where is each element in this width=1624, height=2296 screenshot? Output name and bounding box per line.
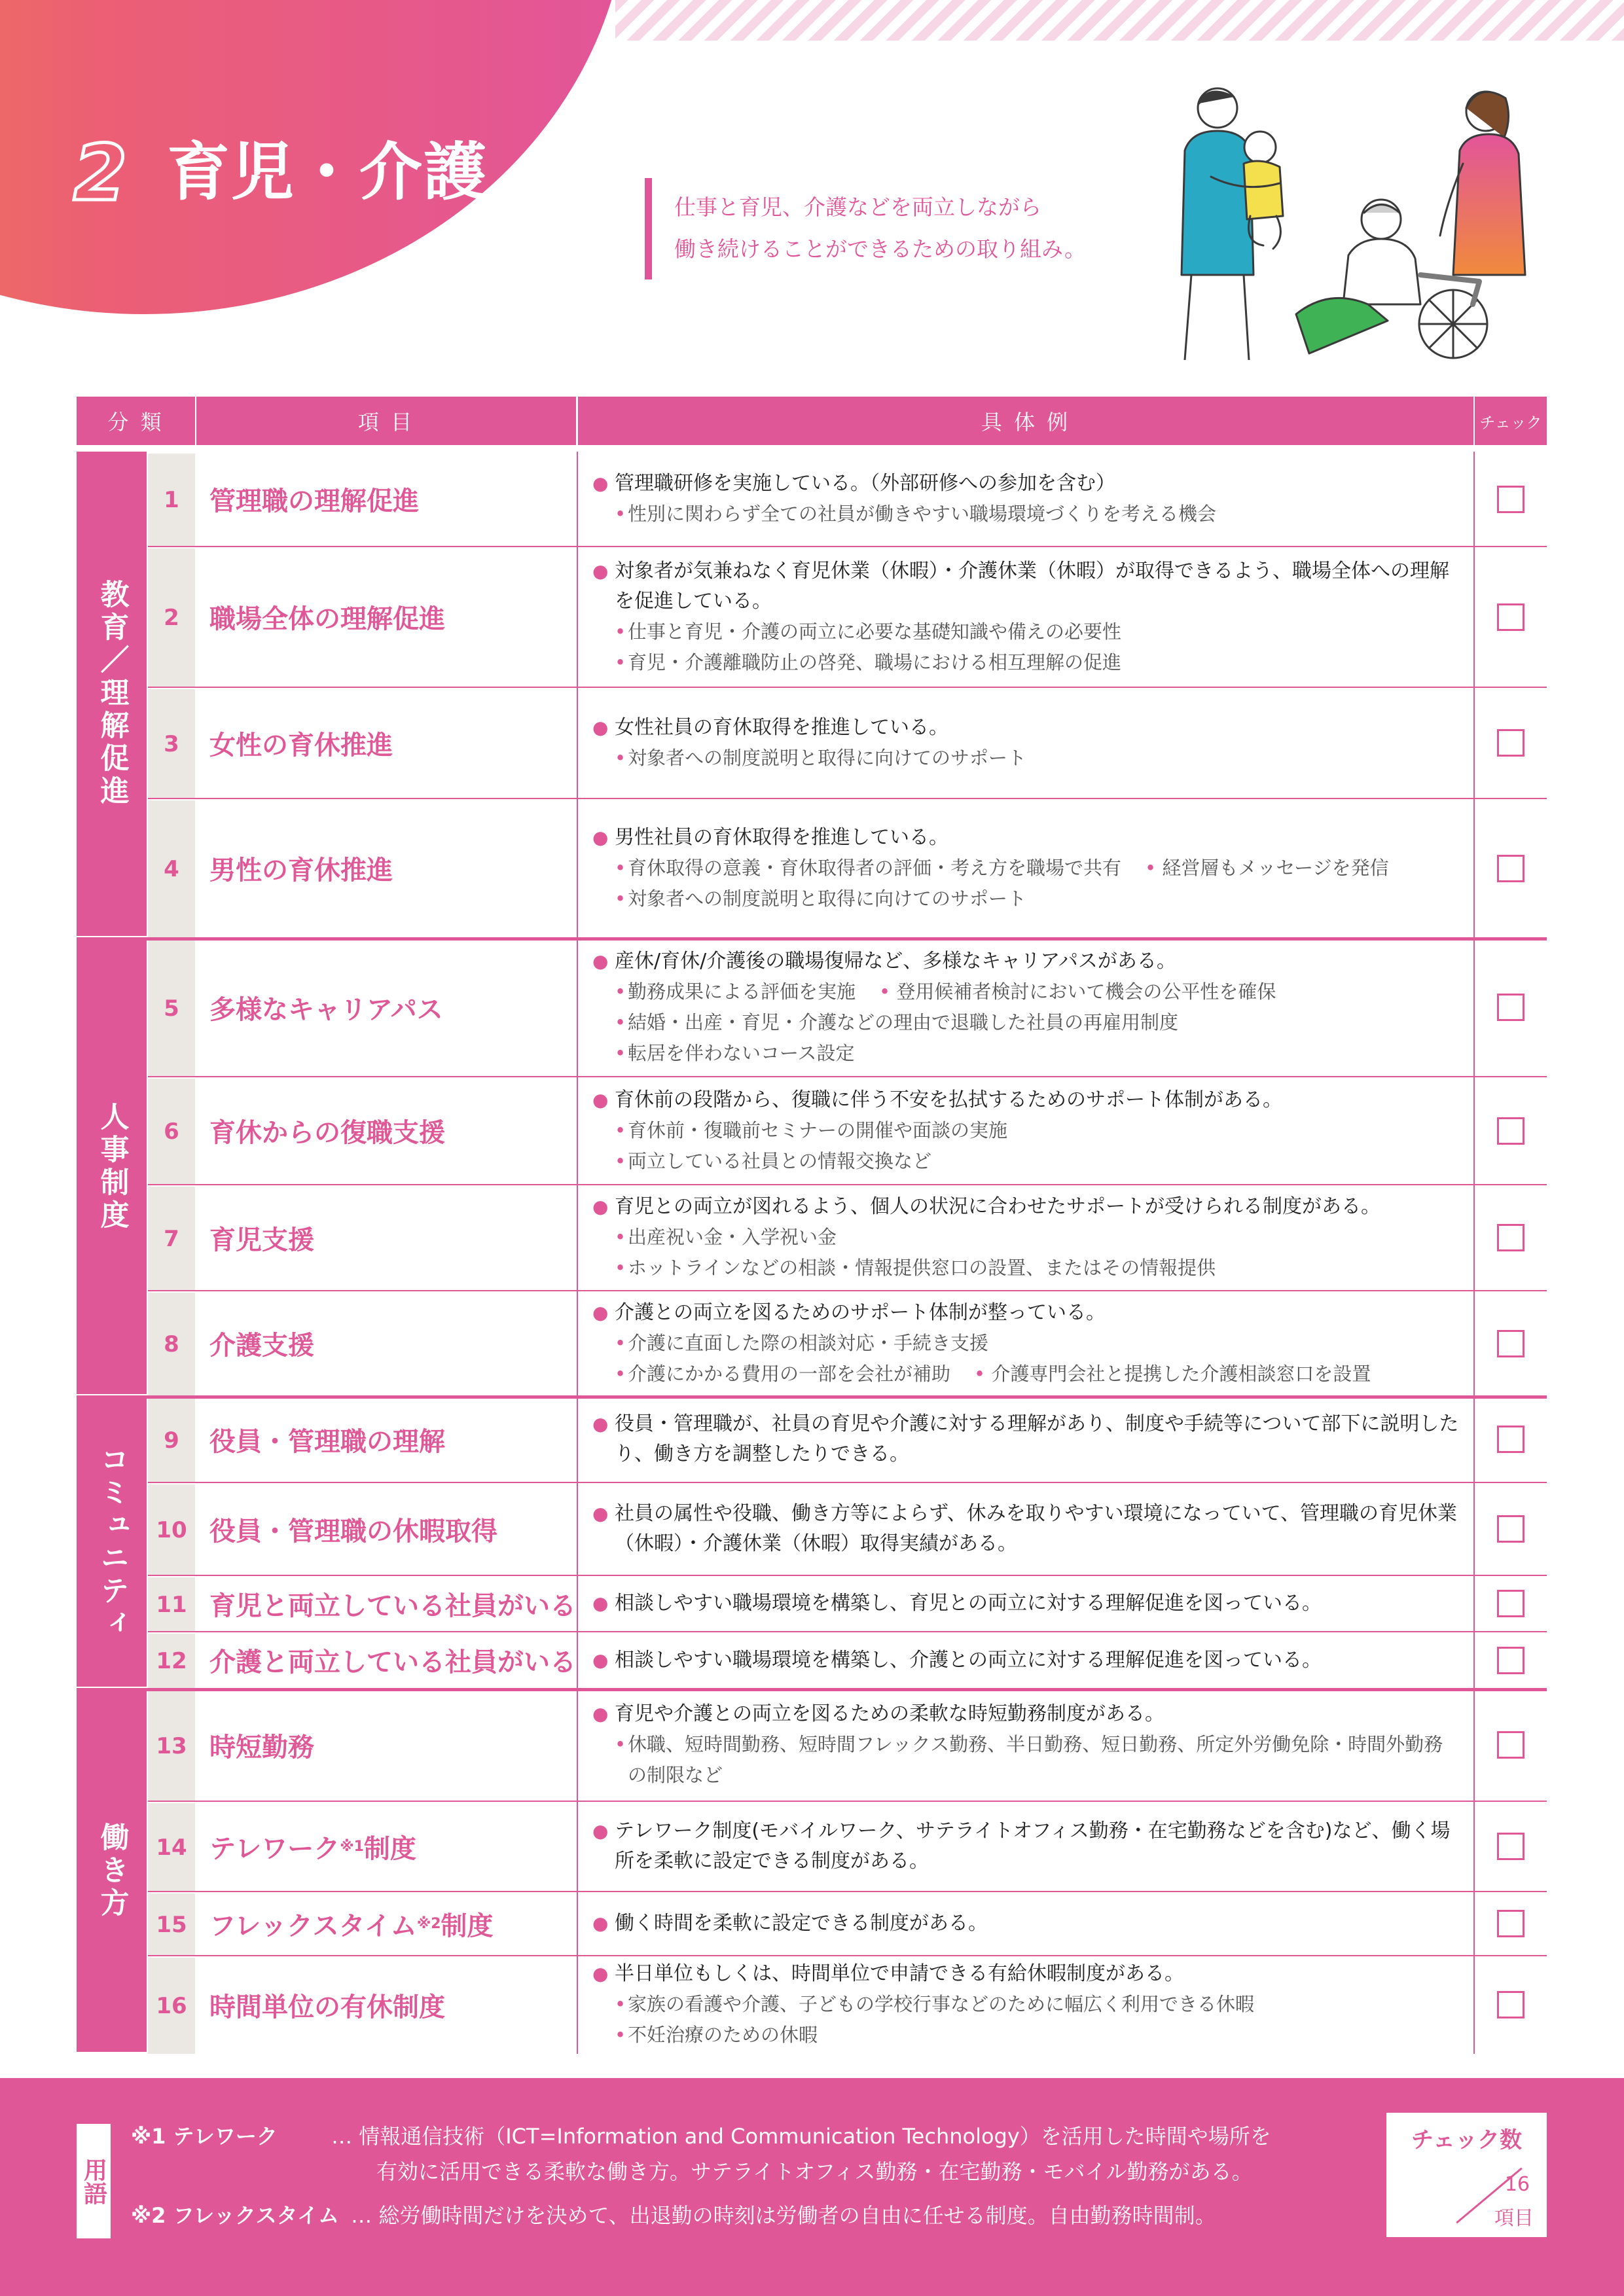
checkbox[interactable] [1497, 603, 1525, 631]
example-sub: • 育休取得の意義・育休取得者の評価・考え方を職場で共有 • 経営層もメッセージを発信 [592, 853, 1462, 884]
row-check-cell [1475, 1185, 1547, 1291]
check-count-label: チェック数 [1411, 2127, 1522, 2153]
row-check-cell [1475, 1956, 1547, 2054]
checkbox[interactable] [1497, 1731, 1525, 1759]
category-label: 人事制度 [77, 940, 147, 1394]
example-main: ● 社員の属性や役職、働き方等によらず、休みを取りやすい環境になっていて、管理職の育児休業（休暇）・介護休業（休暇）取得実績がある。 [592, 1499, 1462, 1559]
glossary-term: ※2 フレックスタイム [131, 2203, 339, 2228]
row-example [578, 938, 1473, 1077]
example-main: ● 産休/育休/介護後の職場復帰など、多様なキャリアパスがある。 [592, 946, 1462, 977]
checkbox[interactable] [1497, 1515, 1525, 1543]
row-check-cell [1475, 1689, 1547, 1801]
category-label: コミュニティ [77, 1398, 147, 1687]
group-divider [77, 937, 1547, 941]
glossary-label: 用語 [77, 2124, 111, 2238]
row-divider [148, 687, 1547, 688]
row-check-cell [1475, 452, 1547, 547]
glossary-note-1 [131, 2119, 1271, 2154]
example-sub [592, 499, 1462, 529]
check-count-total: 16 [1504, 2173, 1530, 2196]
row-item [196, 1632, 576, 1689]
row-item-suffix: 制度 [363, 1833, 416, 1864]
header-stripes [615, 0, 1624, 41]
row-example [578, 798, 1473, 938]
example-sub [592, 743, 1462, 774]
example-main: ● 半日単位もしくは、時間単位で申請できる有給休暇制度がある。 [592, 1959, 1462, 1989]
row-example [578, 452, 1473, 547]
checkbox[interactable] [1497, 1224, 1525, 1251]
example-sub: • 勤務成果による評価を実施 • 登用候補者検討において機会の公平性を確保 [592, 977, 1462, 1007]
example-sub-text: 介護に直面した際の相談対応・手続き支援 [628, 1331, 989, 1354]
row-check-cell [1475, 1632, 1547, 1689]
section-number: 2 [73, 128, 128, 218]
row-item [196, 1956, 576, 2054]
row-number: 8 [148, 1293, 195, 1396]
intro-line: 働き続けることができるための取り組み。 [674, 236, 1086, 262]
checkbox[interactable] [1497, 994, 1525, 1021]
example-main: ● 育児や介護との両立を図るための柔軟な時短勤務制度がある。 [592, 1699, 1462, 1729]
example-main: ● 男性社員の育休取得を推進している。 [592, 823, 1462, 853]
row-item [196, 798, 576, 938]
example-sub-text: 出産祝い金・入学祝い金 [628, 1226, 837, 1248]
example-sub [592, 1146, 1462, 1177]
example-main: ● 働く時間を柔軟に設定できる制度がある。 [592, 1909, 1462, 1939]
example-sub [592, 884, 1462, 914]
header-check: チェック [1475, 397, 1547, 445]
header-category: 分 類 [77, 397, 195, 445]
row-number: 12 [148, 1634, 195, 1689]
example-main: ● 管理職研修を実施している。（外部研修への参加を含む） [592, 469, 1462, 499]
row-check-cell [1475, 1396, 1547, 1482]
row-item-label: 育児と両立している社員がいる [209, 1590, 576, 1621]
intro-accent-bar [645, 178, 652, 279]
example-sub-text: 育児・介護離職防止の啓発、職場における相互理解の促進 [628, 651, 1122, 673]
example-sub [592, 1115, 1462, 1146]
row-item-label: 時間単位の有休制度 [209, 1992, 445, 2022]
row-example [578, 1077, 1473, 1185]
row-number: 14 [148, 1803, 195, 1892]
row-item [196, 687, 576, 798]
row-divider [148, 1891, 1547, 1892]
row-divider [148, 1290, 1547, 1291]
example-main: ● 女性社員の育休取得を推進している。 [592, 713, 1462, 743]
family-care-illustration [1172, 79, 1545, 360]
row-divider [148, 1184, 1547, 1185]
example-sub [592, 1007, 1462, 1038]
example-sub-text: ホットラインなどの相談・情報提供窓口の設置、またはその情報提供 [628, 1257, 1216, 1279]
row-divider [148, 1076, 1547, 1077]
checkbox[interactable] [1497, 1330, 1525, 1357]
example-main: ● テレワーク制度(モバイルワーク、サテライトオフィス勤務・在宅勤務などを含む)など、働く場所を柔軟に設定できる制度がある。 [592, 1816, 1462, 1876]
row-check-cell [1475, 1291, 1547, 1396]
example-sub-text: 両立している社員との情報交換など [628, 1149, 932, 1172]
intro-text [674, 187, 1086, 270]
row-item [196, 1396, 576, 1482]
example-sub [592, 1989, 1462, 2020]
row-item-label: テレワーク [209, 1833, 340, 1864]
row-number: 16 [148, 1958, 195, 2054]
row-item [196, 1291, 576, 1396]
row-item-label: 介護と両立している社員がいる [209, 1647, 576, 1677]
checkbox[interactable] [1497, 1991, 1525, 2018]
row-item-label: 時短勤務 [209, 1732, 314, 1763]
header-example: 具 体 例 [578, 397, 1473, 445]
category-label: 教育／理解促進 [77, 452, 147, 936]
checkbox[interactable] [1497, 1647, 1525, 1674]
row-item [196, 1892, 576, 1956]
category-label: 働き方 [77, 1691, 147, 2052]
row-example [578, 1892, 1473, 1956]
checkbox[interactable] [1497, 1833, 1525, 1860]
row-divider [148, 798, 1547, 799]
row-item [196, 1689, 576, 1801]
example-main: ● 介護との両立を図るためのサポート体制が整っている。 [592, 1298, 1462, 1328]
glossary-text: 総労働時間だけを決めて、出退勤の時刻は労働者の自由に任せる制度。自由勤務時間制。 [378, 2203, 1216, 2228]
checkbox[interactable] [1497, 729, 1525, 757]
glossary-text: 情報通信技術（ICT=Information and Communication Technology）を活用した時間や場所を [359, 2124, 1271, 2149]
example-sub [592, 617, 1462, 647]
row-example [578, 1575, 1473, 1632]
row-number: 11 [148, 1577, 195, 1632]
row-check-cell [1475, 938, 1547, 1077]
row-example [578, 1482, 1473, 1575]
example-sub-text: 仕事と育児・介護の両立に必要な基礎知識や備えの必要性 [628, 620, 1122, 643]
column-divider [1473, 452, 1475, 2054]
row-item-label: 育児支援 [209, 1225, 314, 1255]
checkbox[interactable] [1497, 1117, 1525, 1145]
row-divider [148, 546, 1547, 547]
row-divider [148, 1482, 1547, 1483]
row-item-label: 職場全体の理解促進 [209, 604, 445, 634]
example-sub [592, 1729, 1462, 1791]
row-item-label: 男性の育休推進 [209, 855, 393, 886]
glossary-term: ※1 テレワーク [131, 2124, 278, 2149]
example-sub-text: 不妊治療のための休暇 [628, 2024, 818, 2046]
row-check-cell [1475, 547, 1547, 687]
example-sub [592, 1222, 1462, 1253]
row-number: 13 [148, 1691, 195, 1801]
row-example [578, 687, 1473, 798]
row-check-cell [1475, 687, 1547, 798]
example-main: ● 育児との両立が図れるよう、個人の状況に合わせたサポートが受けられる制度がある。 [592, 1192, 1462, 1222]
row-number: 10 [148, 1484, 195, 1575]
row-item-label: フレックスタイム [209, 1910, 417, 1941]
example-sub [592, 1328, 1462, 1359]
section-title: 育児・介護 [167, 135, 488, 209]
row-number: 1 [148, 454, 195, 547]
example-main: ● 育休前の段階から、復職に伴う不安を払拭するためのサポート体制がある。 [592, 1085, 1462, 1115]
row-item [196, 1575, 576, 1632]
header-item: 項 目 [196, 397, 576, 445]
row-item-label: 役員・管理職の休暇取得 [209, 1516, 497, 1547]
example-sub [592, 2020, 1462, 2051]
row-number: 2 [148, 548, 195, 687]
example-main: ● 相談しやすい職場環境を構築し、介護との両立に対する理解促進を図っている。 [592, 1645, 1462, 1676]
row-item [196, 1801, 576, 1892]
row-example [578, 1632, 1473, 1689]
checkbox[interactable] [1497, 855, 1525, 882]
checkbox[interactable] [1497, 1426, 1525, 1453]
glossary-sep: … [331, 2124, 353, 2149]
checkbox[interactable] [1497, 1590, 1525, 1617]
example-main: ● 役員・管理職が、社員の育児や介護に対する理解があり、制度や手続等について部下に説明したり、働き方を調整したりできる。 [592, 1409, 1462, 1469]
row-number: 3 [148, 689, 195, 798]
example-sub-text: 休職、短時間勤務、短時間フレックス勤務、半日勤務、短日勤務、所定外労働免除・時間外勤務の制限など [628, 1733, 1443, 1786]
checkbox[interactable] [1497, 486, 1525, 513]
example-sub-text: 育休取得の意義・育休取得者の評価・考え方を職場で共有 [628, 856, 1122, 879]
row-number: 9 [148, 1398, 195, 1482]
row-item-label: 女性の育休推進 [209, 730, 393, 761]
glossary-note-1-cont: 有効に活用できる柔軟な働き方。サテライトオフィス勤務・在宅勤務・モバイル勤務がある。 [376, 2159, 1253, 2184]
row-number: 15 [148, 1893, 195, 1956]
column-divider [577, 452, 578, 2054]
example-main: ● 対象者が気兼ねなく育児休業（休暇）・介護休業（休暇）が取得できるよう、職場全体への理解を促進している。 [592, 556, 1462, 617]
row-check-cell [1475, 1801, 1547, 1892]
example-sub-text: 勤務成果による評価を実施 [628, 980, 856, 1003]
group-divider [77, 1688, 1547, 1691]
row-item [196, 1482, 576, 1575]
row-item-suffix: 制度 [441, 1910, 494, 1941]
row-item [196, 1185, 576, 1291]
example-main: ● 相談しやすい職場環境を構築し、育児との両立に対する理解促進を図っている。 [592, 1588, 1462, 1619]
check-count-unit: 項目 [1494, 2207, 1534, 2230]
row-divider [148, 1801, 1547, 1802]
row-example [578, 1801, 1473, 1892]
row-example [578, 1689, 1473, 1801]
row-item-label: 介護支援 [209, 1331, 314, 1361]
row-number: 6 [148, 1079, 195, 1185]
row-item [196, 452, 576, 547]
row-check-cell [1475, 1077, 1547, 1185]
row-item [196, 1077, 576, 1185]
example-sub-text: 経営層もメッセージを発信 [1162, 856, 1389, 879]
row-item [196, 938, 576, 1077]
row-divider [148, 1631, 1547, 1632]
example-sub-text: 結婚・出産・育児・介護などの理由で退職した社員の再雇用制度 [628, 1011, 1179, 1033]
row-item-label: 役員・管理職の理解 [209, 1426, 445, 1457]
row-example [578, 547, 1473, 687]
example-sub-text: 介護にかかる費用の一部を会社が補助 [628, 1362, 951, 1385]
example-sub [592, 1253, 1462, 1283]
example-sub-text: 性別に関わらず全ての社員が働きやすい職場環境づくりを考える機会 [628, 503, 1217, 525]
row-check-cell [1475, 1892, 1547, 1956]
example-sub-text: 育休前・復職前セミナーの開催や面談の実施 [628, 1119, 1008, 1141]
row-item [196, 547, 576, 687]
row-example [578, 1291, 1473, 1396]
row-check-cell [1475, 1575, 1547, 1632]
row-item-label: 管理職の理解促進 [209, 486, 419, 516]
row-check-cell [1475, 1482, 1547, 1575]
row-example [578, 1185, 1473, 1291]
row-divider [148, 1955, 1547, 1956]
row-item-label: 育休からの復職支援 [209, 1118, 445, 1148]
example-sub-text: 家族の看護や介護、子どもの学校行事などのために幅広く利用できる休暇 [628, 1993, 1255, 2015]
example-sub-text: 対象者への制度説明と取得に向けてのサポート [628, 746, 1027, 769]
row-example [578, 1396, 1473, 1482]
example-sub-text: 対象者への制度説明と取得に向けてのサポート [628, 887, 1027, 910]
row-item-footnote-mark: ※1 [340, 1838, 364, 1855]
intro-line: 仕事と育児、介護などを両立しながら [674, 194, 1041, 220]
checkbox[interactable] [1497, 1910, 1525, 1937]
row-item-footnote-mark: ※2 [416, 1915, 441, 1932]
row-number: 7 [148, 1187, 195, 1291]
check-count-box [1386, 2113, 1547, 2237]
row-item-label: 多様なキャリアパス [209, 994, 443, 1025]
glossary-sep: … [351, 2203, 372, 2228]
example-sub-text: 転居を伴わないコース設定 [628, 1041, 855, 1064]
example-sub-text: 介護専門会社と提携した介護相談窓口を設置 [991, 1362, 1371, 1385]
example-sub [592, 647, 1462, 678]
example-sub-text: 登用候補者検討において機会の公平性を確保 [896, 980, 1276, 1003]
row-number: 5 [148, 940, 195, 1077]
glossary-note-2 [131, 2198, 1216, 2233]
row-check-cell [1475, 798, 1547, 938]
example-sub: • 介護にかかる費用の一部を会社が補助 • 介護専門会社と提携した介護相談窓口を設置 [592, 1359, 1462, 1390]
group-divider [77, 1395, 1547, 1399]
example-sub [592, 1038, 1462, 1069]
row-number: 4 [148, 800, 195, 938]
row-divider [148, 1575, 1547, 1576]
row-example [578, 1956, 1473, 2054]
